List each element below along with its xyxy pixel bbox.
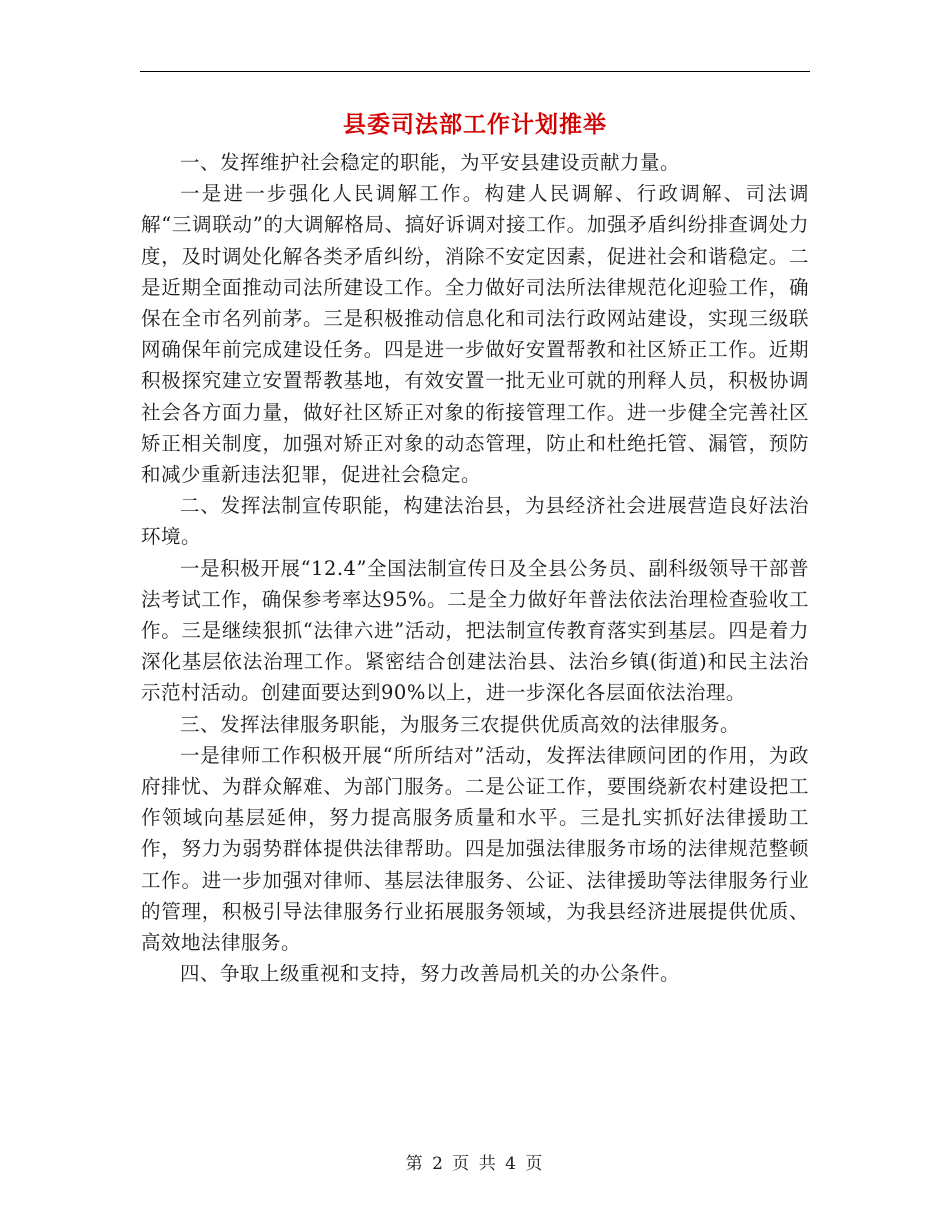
paragraph: 二、发挥法制宣传职能，构建法治县，为县经济社会进展营造良好法治环境。 (141, 494, 809, 549)
header-rule (140, 71, 810, 72)
document-body (141, 147, 809, 989)
document-title: 县委司法部工作计划推举 (343, 111, 607, 138)
paragraph: 一是进一步强化人民调解工作。构建人民调解、行政调解、司法调解“三调联动”的大调解格局、搞好诉调对接工作。加强矛盾纠纷排查调处力度，及时调处化解各类矛盾纠纷，消除不安定因素，促进社会和谐稳定。二是近期全面推动司法所建设工作。全力做好司法所法律规范化迎验工作，确保在全市名列前茅。三是积极推动信息化和司法行政网站建设，实现三级联网确保年前完成建设任务。四是进一步做好安置帮教和社区矫正工作。近期积极探究建立安置帮教基地，有效安置一批无业可就的刑释人员，积极协调社会各方面力量，做好社区矫正对象的衔接管理工作。进一步健全完善社区矫正相关制度，加强对矫正对象的动态管理，防止和杜绝托管、漏管，预防和减少重新违法犯罪，促进社会稳定。 (141, 182, 809, 487)
paragraph: 三、发挥法律服务职能，为服务三农提供优质高效的法律服务。 (180, 712, 741, 736)
page-number: 第 2 页 共 4 页 (405, 1154, 545, 1174)
paragraph: 四、争取上级重视和支持，努力改善局机关的办公条件。 (180, 962, 681, 986)
paragraph: 一是积极开展“12.4”全国法制宣传日及全县公务员、副科级领导干部普法考试工作，确保参考率达95%。二是全力做好年普法依法治理检查验收工作。三是继续狠抓“法律六进”活动，把法制宣传教育落实到基层。四是着力深化基层依法治理工作。紧密结合创建法治县、法治乡镇(街道)和民主法治示范村活动。创建面要达到90%以上，进一步深化各层面依法治理。 (141, 556, 809, 705)
paragraph: 一是律师工作积极开展“所所结对”活动，发挥法律顾问团的作用，为政府排忧、为群众解难、为部门服务。二是公证工作，要围绕新农村建设把工作领域向基层延伸，努力提高服务质量和水平。三是扎实抓好法律援助工作，努力为弱势群体提供法律帮助。四是加强法律服务市场的法律规范整顿工作。进一步加强对律师、基层法律服务、公证、法律援助等法律服务行业的管理，积极引导法律服务行业拓展服务领域，为我县经济进展提供优质、高效地法律服务。 (141, 743, 809, 955)
paragraph: 一、发挥维护社会稳定的职能，为平安县建设贡献力量。 (180, 151, 681, 174)
